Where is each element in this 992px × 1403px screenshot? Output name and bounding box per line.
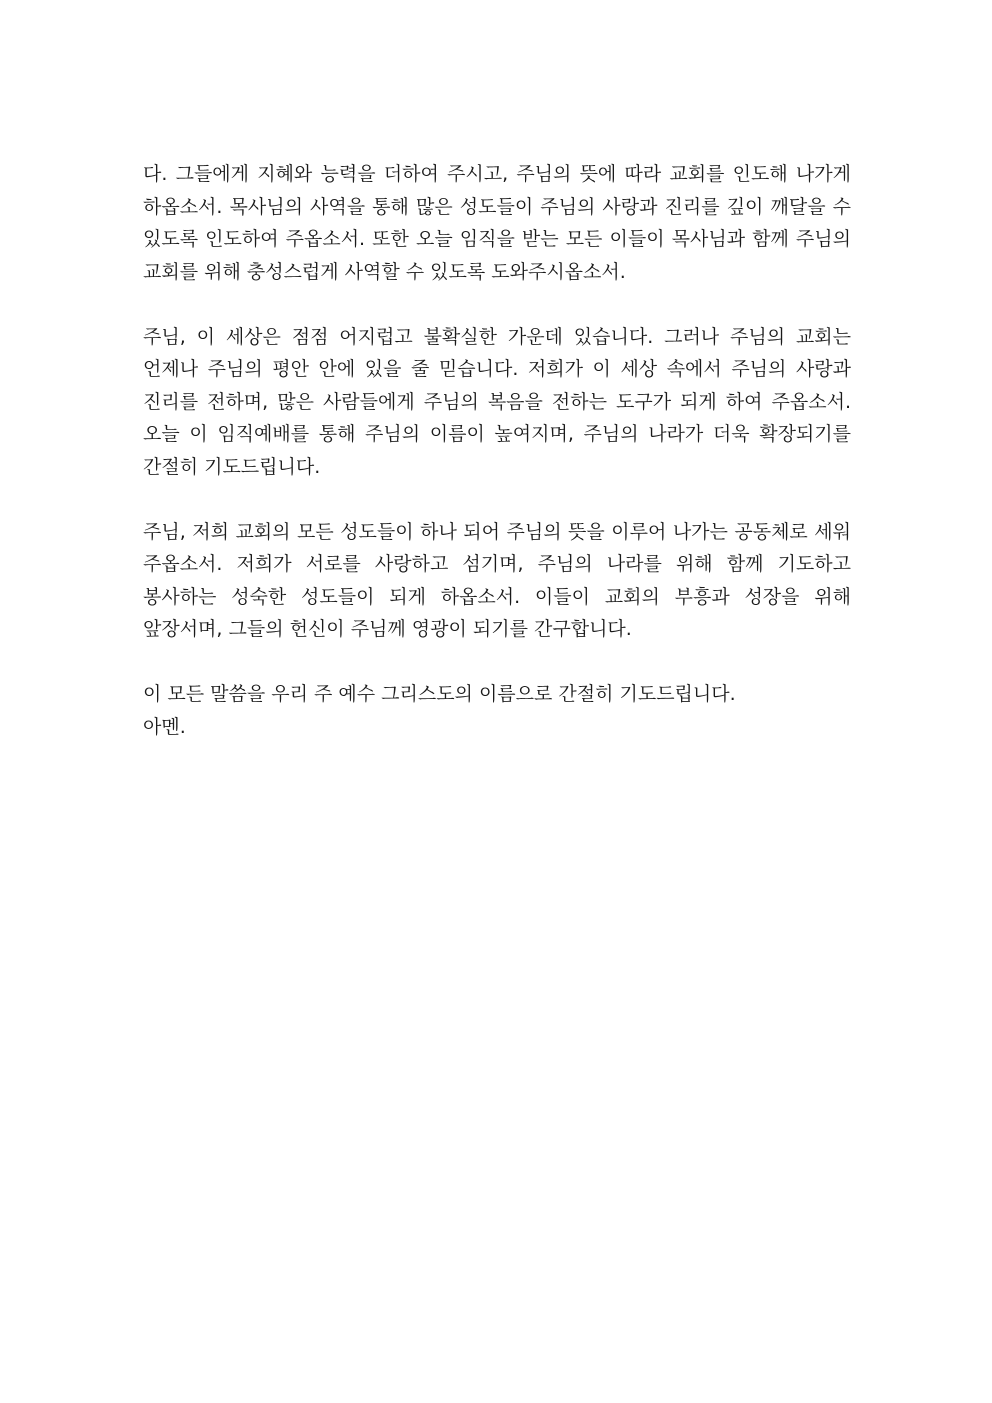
paragraph-1: 다. 그들에게 지혜와 능력을 더하여 주시고, 주님의 뜻에 따라 교회를 인도해 나가게 하옵소서. 목사님의 사역을 통해 많은 성도들이 주님의 사랑과 진리를 깊이 깨달을 수 있도록 인도하여 주옵소서. 또한 오늘 임직을 받는 모든 이들이 목사님과 함께 주님의 교회를 위해 충성스럽게 사역할 수 있도록 도와주시옵소서.	[143, 163, 851, 283]
amen-line: 아멘.	[143, 715, 186, 738]
document-body	[143, 158, 851, 743]
paragraph-3: 주님, 저희 교회의 모든 성도들이 하나 되어 주님의 뜻을 이루어 나가는 공동체로 세워 주옵소서. 저희가 서로를 사랑하고 섬기며, 주님의 나라를 위해 함께 기도하고 봉사하는 성숙한 성도들이 되게 하옵소서. 이들이 교회의 부흥과 성장을 위해 앞장서며, 그들의 헌신이 주님께 영광이 되기를 간구합니다.	[143, 520, 851, 640]
closing-prayer	[143, 678, 851, 743]
paragraph-2: 주님, 이 세상은 점점 어지럽고 불확실한 가운데 있습니다. 그러나 주님의 교회는 언제나 주님의 평안 안에 있을 줄 믿습니다. 저희가 이 세상 속에서 주님의 사랑과 진리를 전하며, 많은 사람들에게 주님의 복음을 전하는 도구가 되게 하여 주옵소서. 오늘 이 임직예배를 통해 주님의 이름이 높여지며, 주님의 나라가 더욱 확장되기를 간절히 기도드립니다.	[143, 325, 851, 478]
closing-line: 이 모든 말씀을 우리 주 예수 그리스도의 이름으로 간절히 기도드립니다.	[143, 683, 736, 705]
